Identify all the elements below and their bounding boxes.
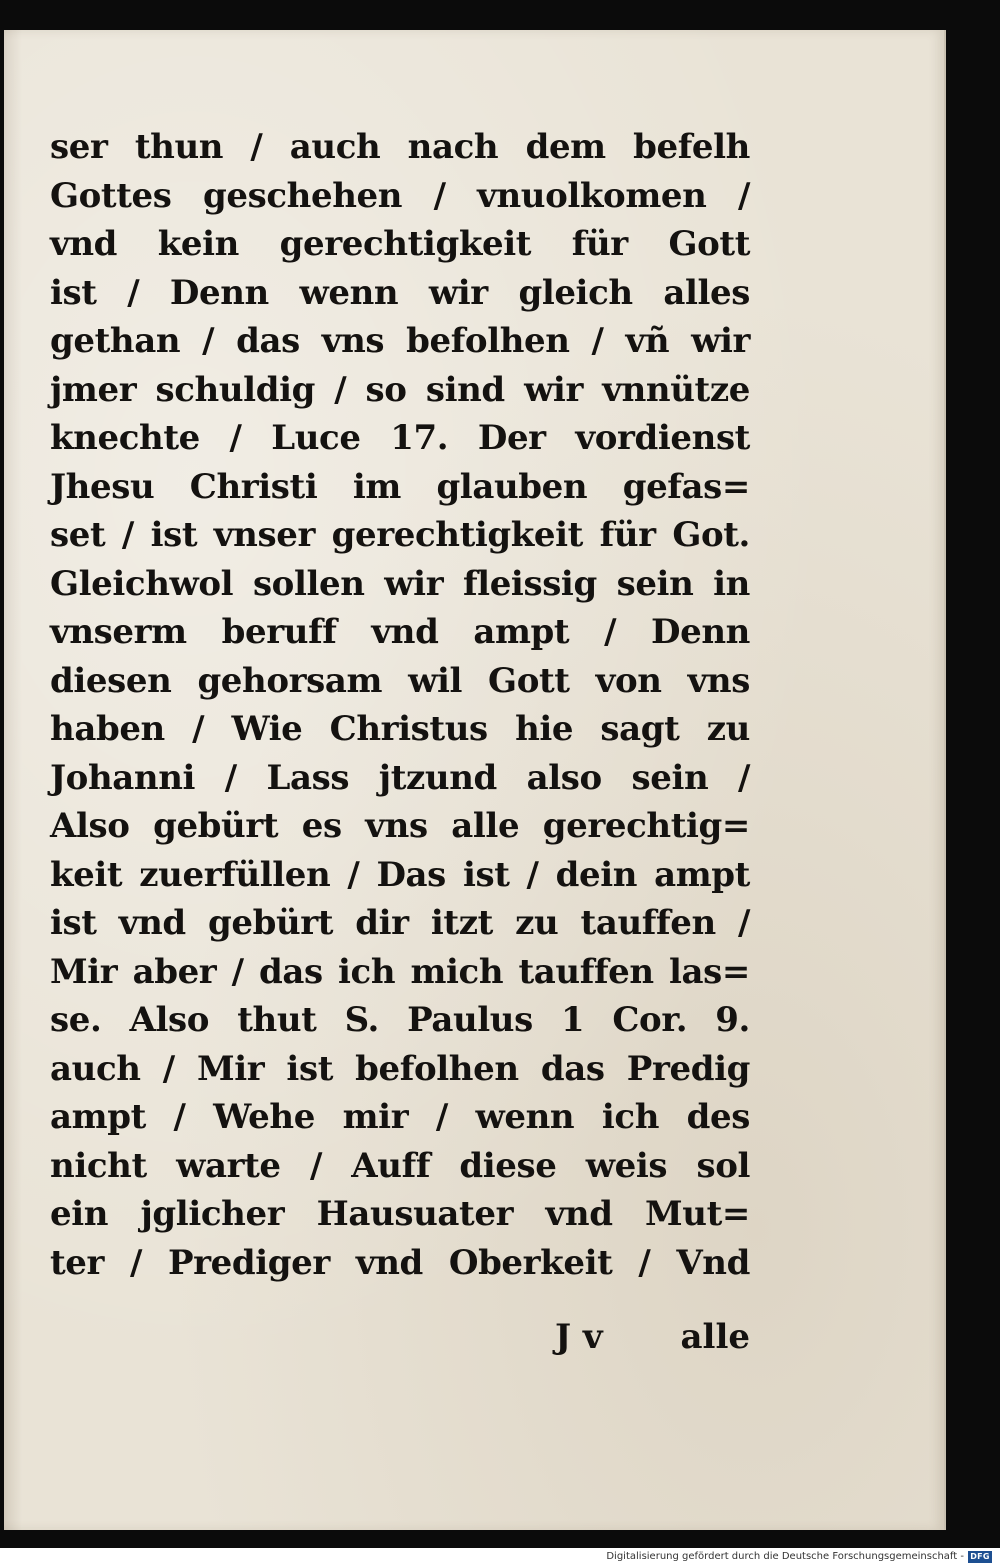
text-line: Johanni / Lass jtzund also sein / xyxy=(50,757,750,798)
text-line: Jhesu Christi im glauben gefas= xyxy=(50,466,750,507)
signature-mark: J v xyxy=(555,1317,603,1357)
funding-credit: Digitalisierung gefördert durch die Deutsche Forschungsgemeinschaft - xyxy=(606,1551,964,1562)
text-line: set / ist vnser gerechtigkeit für Got. xyxy=(50,515,750,555)
text-line: ist / Denn wenn wir gleich alles xyxy=(50,272,750,313)
text-line: gethan / das vns befolhen / vñ wir xyxy=(50,321,750,361)
text-line: haben / Wie Christus hie sagt zu xyxy=(50,709,750,749)
page-text-block xyxy=(50,123,750,1287)
text-line: diesen gehorsam wil Gott von vns xyxy=(50,660,750,701)
text-line: ser thun / auch nach dem befelh xyxy=(50,127,750,167)
text-line: nicht warte / Auff diese weis sol xyxy=(50,1145,750,1186)
text-line: se. Also thut S. Paulus 1 Cor. 9. xyxy=(50,1000,750,1040)
page-footer-line xyxy=(50,1313,750,1361)
text-line: ampt / Wehe mir / wenn ich des xyxy=(50,1097,750,1137)
text-line: knechte / Luce 17. Der vordienst xyxy=(50,418,750,458)
text-line: auch / Mir ist befolhen das Predig xyxy=(50,1048,750,1089)
text-line: Mir aber / das ich mich tauffen las= xyxy=(50,951,750,992)
text-line: ter / Prediger vnd Oberkeit / Vnd xyxy=(50,1242,750,1283)
text-line: Gleichwol sollen wir fleissig sein in xyxy=(50,563,750,604)
text-line: vnserm beruff vnd ampt / Denn xyxy=(50,612,750,652)
text-line: ein jglicher Hausuater vnd Mut= xyxy=(50,1194,750,1234)
catchword: alle xyxy=(680,1317,750,1357)
digitization-footer xyxy=(0,1548,1000,1567)
text-line: jmer schuldig / so sind wir vnnütze xyxy=(50,369,750,410)
text-line: ist vnd gebürt dir itzt zu tauffen / xyxy=(50,903,750,943)
dfg-logo: DFG xyxy=(968,1551,992,1563)
text-line: Also gebürt es vns alle gerechtig= xyxy=(50,806,750,846)
text-line: keit zuerfüllen / Das ist / dein ampt xyxy=(50,854,750,895)
text-line: Gottes geschehen / vnuolkomen / xyxy=(50,175,750,216)
text-line: vnd kein gerechtigkeit für Gott xyxy=(50,224,750,264)
book-page xyxy=(4,30,946,1530)
